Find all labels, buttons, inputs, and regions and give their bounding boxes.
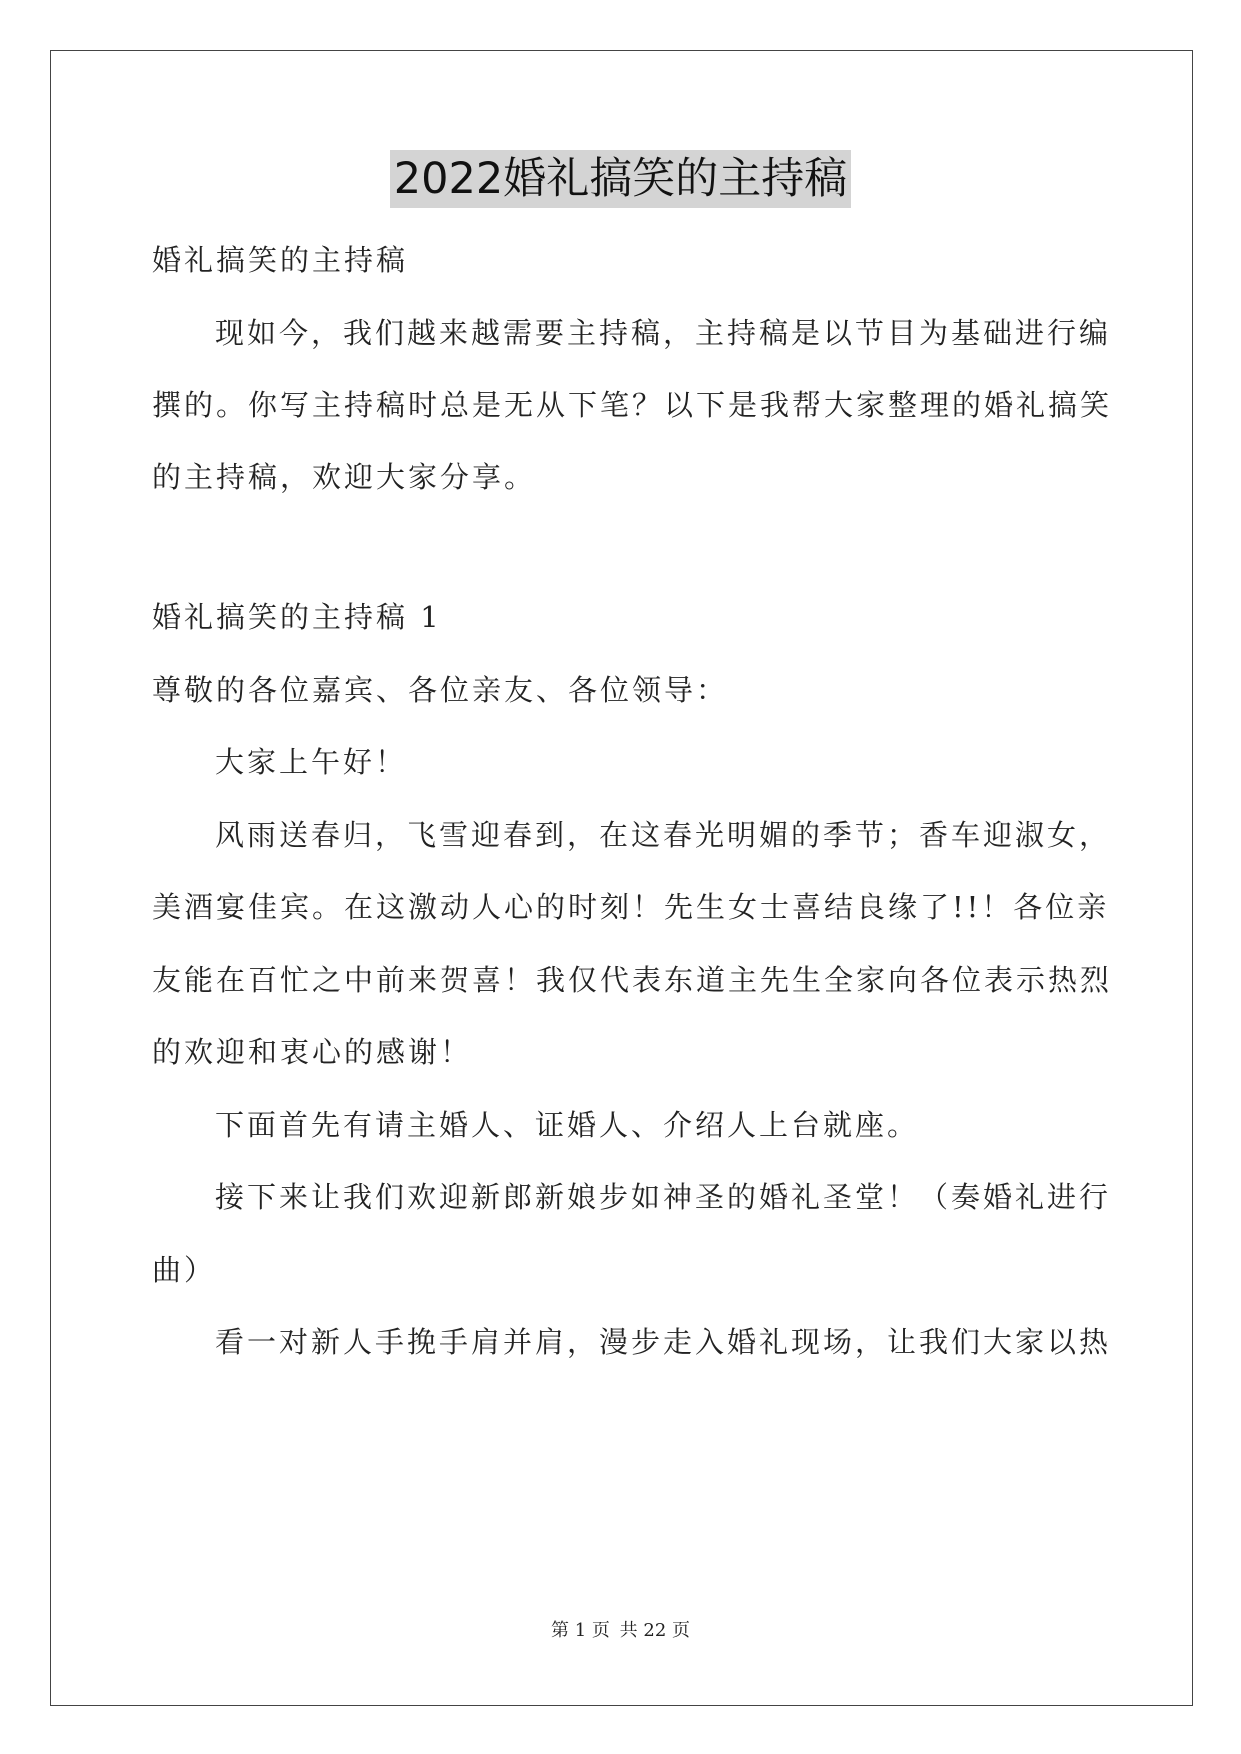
page-number: 第 1 页 xyxy=(551,1620,610,1641)
section-heading-intro: 婚礼搞笑的主持稿 xyxy=(152,243,409,277)
paragraph-line: 友能在百忙之中前来贺喜！我仅代表东道主先生全家向各位表示热烈 xyxy=(152,963,1113,997)
paragraph-line: 美酒宴佳宾。在这激动人心的时刻！先生女士喜结良缘了!!！各位亲 xyxy=(152,890,1110,924)
page-total: 共 22 页 xyxy=(619,1620,690,1641)
paragraph-line: 现如今，我们越来越需要主持稿，主持稿是以节目为基础进行编 xyxy=(215,316,1112,350)
paragraph-line: 曲） xyxy=(152,1253,217,1287)
page-footer xyxy=(0,1619,1241,1643)
paragraph-line: 风雨送春归，飞雪迎春到，在这春光明媚的季节；香车迎淑女， xyxy=(215,818,1112,852)
document-title: 2022婚礼搞笑的主持稿 xyxy=(390,150,851,208)
paragraph-line: 看一对新人手挽手肩并肩，漫步走入婚礼现场，让我们大家以热 xyxy=(215,1325,1112,1359)
page-border xyxy=(50,50,1193,1706)
section-heading-1: 婚礼搞笑的主持稿 1 xyxy=(152,600,442,634)
paragraph-line: 接下来让我们欢迎新郎新娘步如神圣的婚礼圣堂！（奏婚礼进行 xyxy=(215,1180,1112,1214)
paragraph-line: 的欢迎和衷心的感谢！ xyxy=(152,1035,473,1069)
salutation-line: 尊敬的各位嘉宾、各位亲友、各位领导： xyxy=(152,673,729,707)
title-container xyxy=(0,150,1241,208)
paragraph-line: 的主持稿，欢迎大家分享。 xyxy=(152,460,537,494)
greeting-line: 大家上午好！ xyxy=(215,745,408,779)
paragraph-line: 下面首先有请主婚人、证婚人、介绍人上台就座。 xyxy=(215,1108,920,1142)
paragraph-line: 撰的。你写主持稿时总是无从下笔？以下是我帮大家整理的婚礼搞笑 xyxy=(152,388,1113,422)
